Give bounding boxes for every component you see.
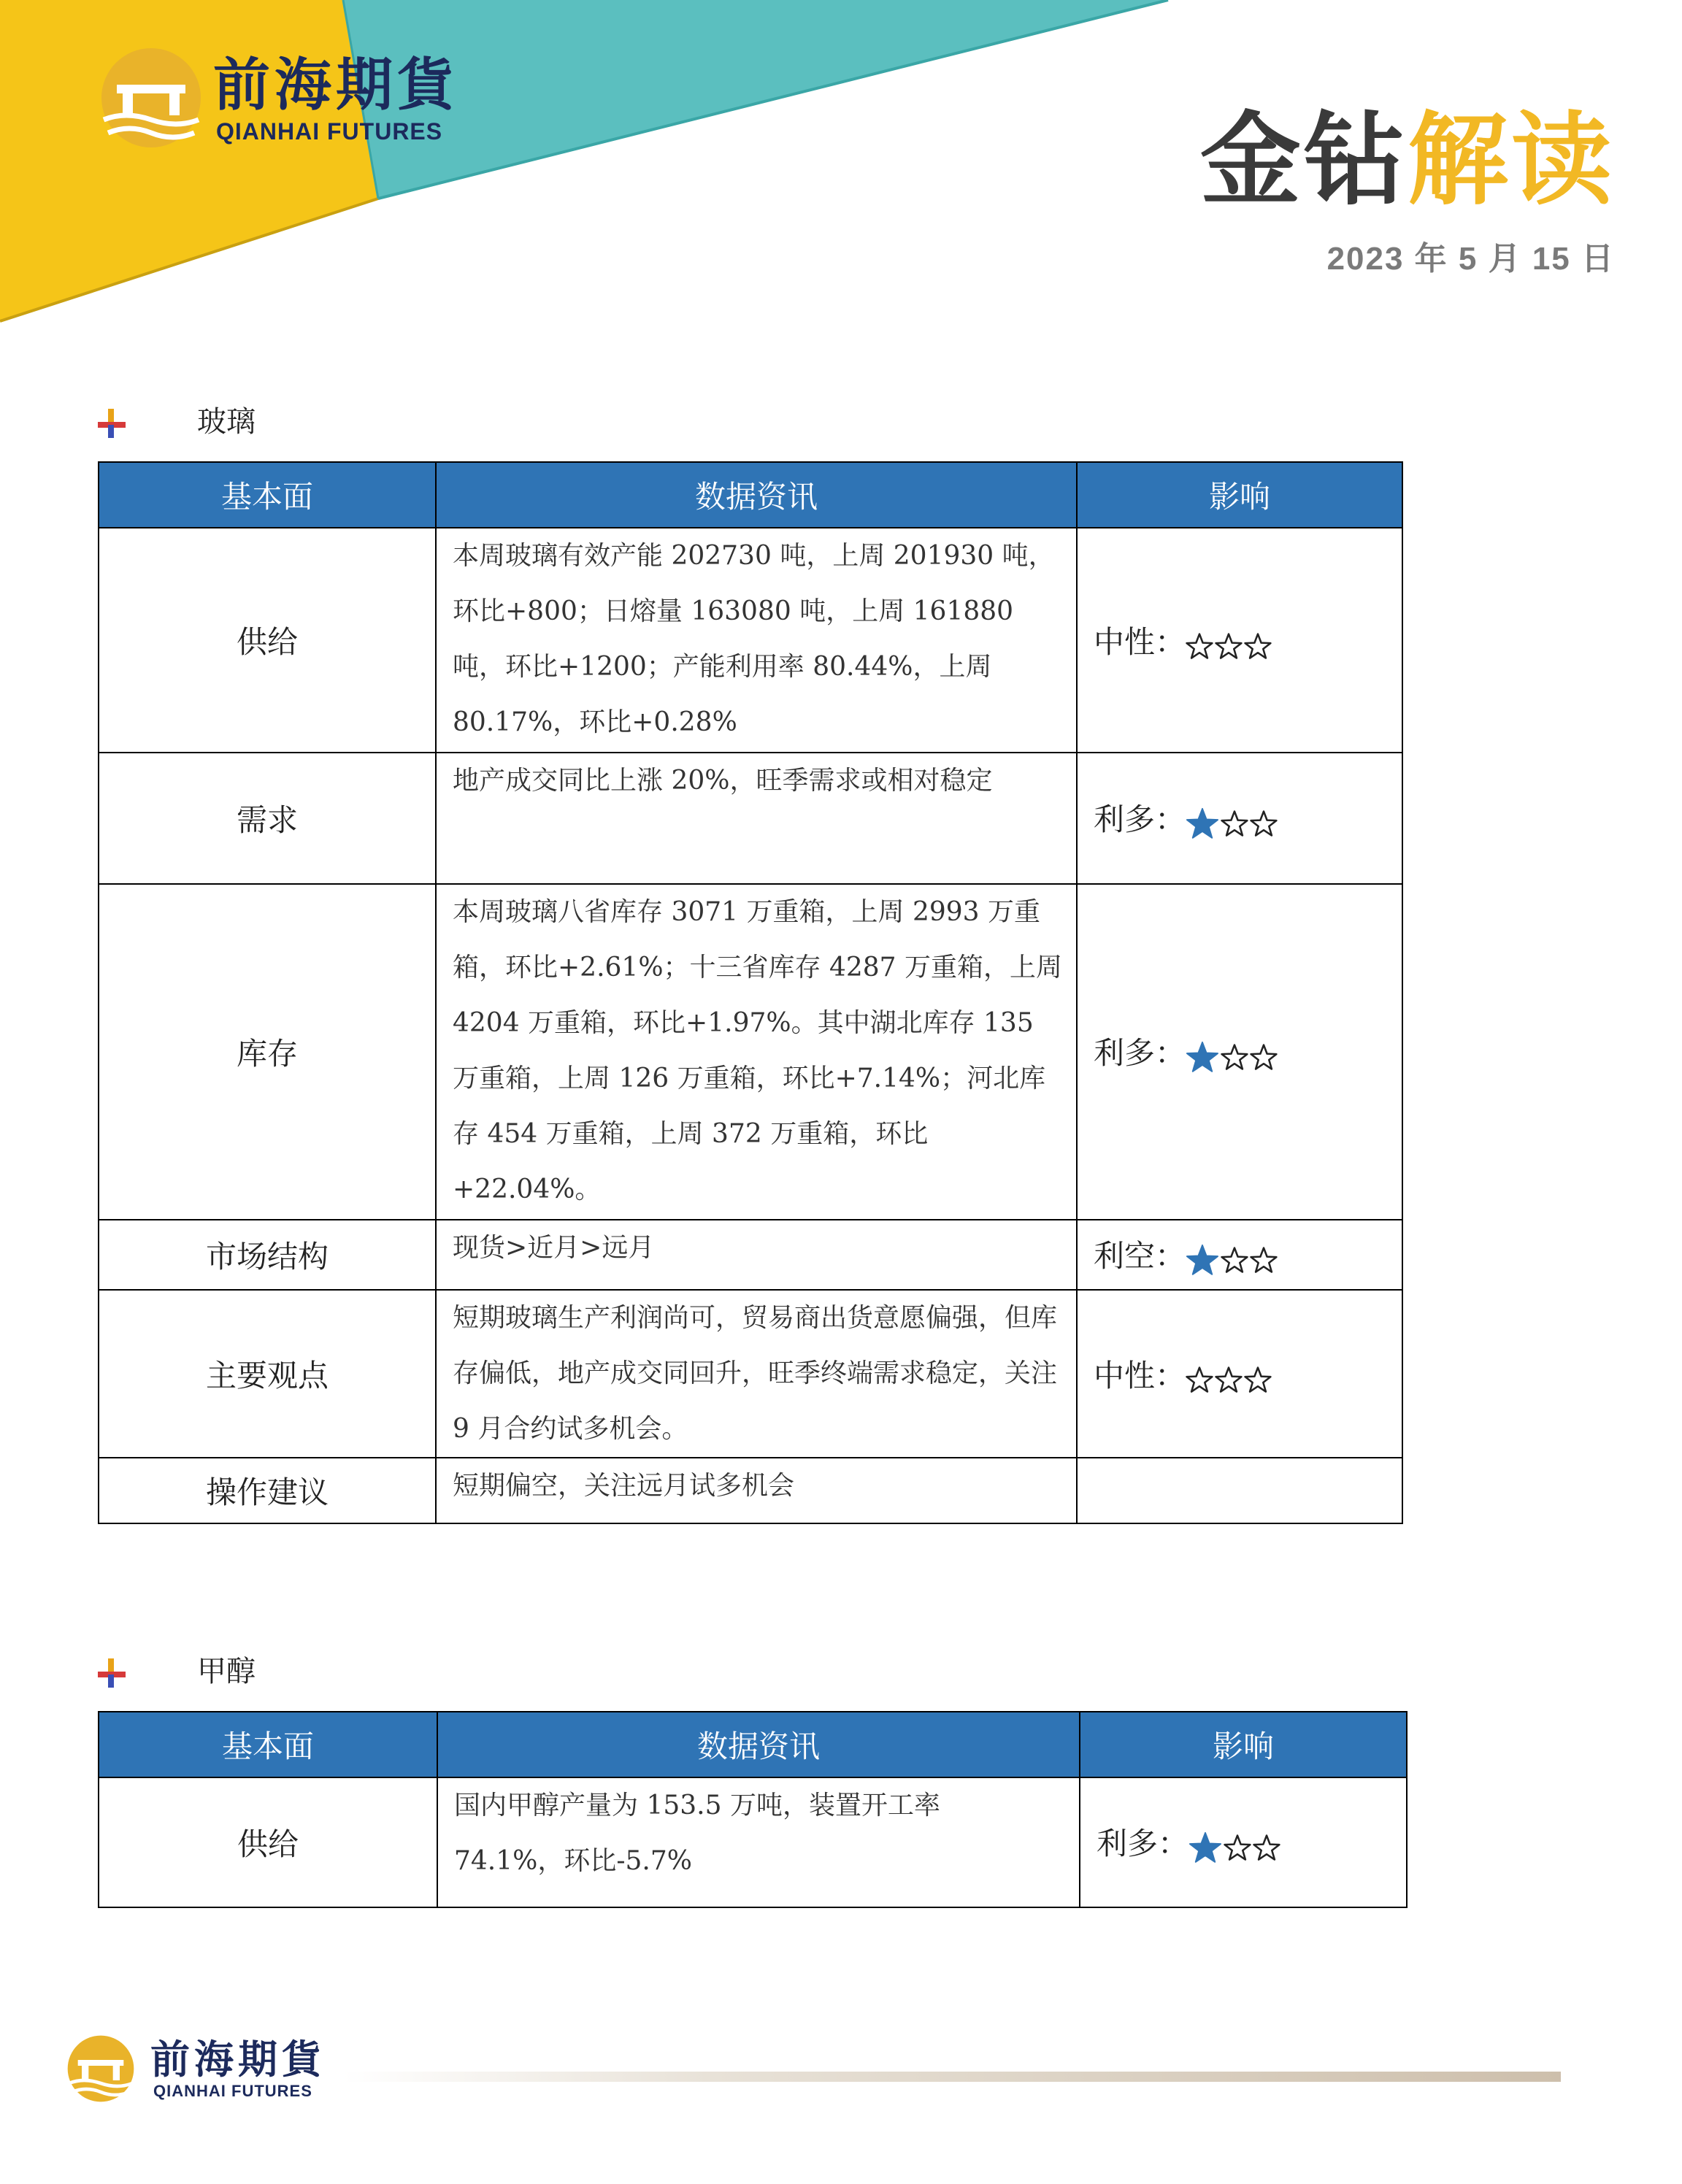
star-filled-icon bbox=[1188, 1831, 1222, 1865]
row-impact bbox=[1080, 1777, 1407, 1907]
impact-label: 利多： bbox=[1094, 801, 1186, 838]
row-impact bbox=[1077, 528, 1402, 753]
row-info: 现货>近月>远月 bbox=[436, 1220, 1077, 1290]
star-rating bbox=[1186, 1037, 1279, 1074]
table-row bbox=[99, 1290, 1402, 1458]
row-info: 地产成交同比上涨 20%，旺季需求或相对稳定 bbox=[436, 753, 1077, 884]
star-outline-icon bbox=[1221, 810, 1248, 838]
table-row bbox=[99, 884, 1402, 1220]
star-outline-icon bbox=[1253, 1834, 1280, 1862]
footer-logo-chinese: 前海期貨 bbox=[150, 2036, 326, 2083]
footer-logo-english: QIANHAI FUTURES bbox=[153, 2082, 312, 2100]
title-part2: 解读 bbox=[1407, 101, 1615, 219]
star-outline-icon bbox=[1215, 633, 1243, 661]
header-banner bbox=[0, 0, 1682, 336]
column-header-impact: 影响 bbox=[1077, 462, 1402, 528]
star-rating bbox=[1188, 1828, 1282, 1865]
table-row bbox=[99, 528, 1402, 753]
title-part1: 金钻 bbox=[1199, 101, 1408, 219]
impact-label: 利多： bbox=[1094, 1035, 1186, 1072]
row-label: 库存 bbox=[99, 884, 436, 1220]
page-title bbox=[1200, 102, 1615, 219]
row-info: 国内甲醇产量为 153.5 万吨，装置开工率 74.1%，环比-5.7% bbox=[437, 1777, 1080, 1907]
section-bullet-icon bbox=[96, 409, 126, 438]
impact-label: 利多： bbox=[1097, 1826, 1189, 1862]
star-outline-icon bbox=[1215, 1366, 1243, 1394]
table-header-row bbox=[99, 462, 1402, 528]
row-info: 本周玻璃八省库存 3071 万重箱，上周 2993 万重箱，环比+2.61%；十三省库存 4287 万重箱，上周 4204 万重箱，环比+1.97%。其中湖北库存 135 万重箱，上周 126 万重箱，环比+7.14%；河北库存 454 万重箱，上周 372 万重箱，环比+22.04%。 bbox=[436, 884, 1077, 1220]
footer-divider bbox=[343, 2072, 1561, 2082]
star-outline-icon bbox=[1244, 633, 1272, 661]
star-outline-icon bbox=[1224, 1834, 1251, 1862]
table-row bbox=[99, 1458, 1402, 1523]
star-outline-icon bbox=[1186, 1366, 1213, 1394]
column-header-data: 数据资讯 bbox=[437, 1712, 1080, 1777]
row-label: 需求 bbox=[99, 753, 436, 884]
row-impact bbox=[1077, 753, 1402, 884]
section-title: 甲醇 bbox=[197, 1655, 256, 1688]
star-rating bbox=[1186, 1240, 1279, 1277]
row-info: 短期玻璃生产利润尚可，贸易商出货意愿偏强，但库存偏低，地产成交同回升，旺季终端需求稳定，关注 9 月合约试多机会。 bbox=[436, 1290, 1077, 1458]
glass-table bbox=[98, 461, 1403, 1524]
section-title: 玻璃 bbox=[197, 405, 256, 439]
star-outline-icon bbox=[1186, 633, 1213, 661]
methanol-table bbox=[98, 1711, 1408, 1908]
logo-chinese: 前海期貨 bbox=[213, 52, 459, 118]
row-label: 市场结构 bbox=[99, 1220, 436, 1290]
report-date: 2023 年 5 月 15 日 bbox=[1326, 241, 1615, 277]
row-info: 短期偏空，关注远月试多机会 bbox=[436, 1458, 1077, 1523]
star-filled-icon bbox=[1186, 1041, 1219, 1074]
table-row bbox=[99, 1777, 1407, 1907]
table-header-row bbox=[99, 1712, 1407, 1777]
row-label: 供给 bbox=[99, 528, 436, 753]
column-header-impact: 影响 bbox=[1080, 1712, 1407, 1777]
row-impact bbox=[1077, 1220, 1402, 1290]
column-header-fundamentals: 基本面 bbox=[99, 1712, 437, 1777]
company-logo-icon bbox=[96, 47, 206, 149]
row-impact bbox=[1077, 1290, 1402, 1458]
star-rating bbox=[1186, 1360, 1273, 1396]
row-label: 主要观点 bbox=[99, 1290, 436, 1458]
star-rating bbox=[1186, 626, 1273, 662]
impact-label: 中性： bbox=[1094, 1357, 1186, 1393]
star-filled-icon bbox=[1186, 807, 1219, 841]
logo-english: QIANHAI FUTURES bbox=[216, 118, 443, 145]
column-header-data: 数据资讯 bbox=[436, 462, 1077, 528]
star-outline-icon bbox=[1250, 1247, 1278, 1274]
row-label: 供给 bbox=[99, 1777, 437, 1907]
table-row bbox=[99, 1220, 1402, 1290]
star-outline-icon bbox=[1250, 1044, 1278, 1072]
column-header-fundamentals: 基本面 bbox=[99, 462, 436, 528]
impact-label: 中性： bbox=[1094, 623, 1186, 660]
star-outline-icon bbox=[1244, 1366, 1272, 1394]
section-bullet-icon bbox=[96, 1658, 126, 1688]
table-row bbox=[99, 753, 1402, 884]
star-rating bbox=[1186, 804, 1279, 841]
star-outline-icon bbox=[1221, 1247, 1248, 1274]
star-outline-icon bbox=[1250, 810, 1278, 838]
star-outline-icon bbox=[1221, 1044, 1248, 1072]
row-info: 本周玻璃有效产能 202730 吨，上周 201930 吨，环比+800；日熔量 163080 吨，上周 161880 吨，环比+1200；产能利用率 80.44%，上周 80.17%，环比+0.28% bbox=[436, 528, 1077, 753]
row-impact bbox=[1077, 1458, 1402, 1523]
impact-label: 利空： bbox=[1094, 1238, 1186, 1274]
row-impact bbox=[1077, 884, 1402, 1220]
star-filled-icon bbox=[1186, 1244, 1219, 1277]
row-label: 操作建议 bbox=[99, 1458, 436, 1523]
footer-logo-icon bbox=[64, 2034, 137, 2104]
